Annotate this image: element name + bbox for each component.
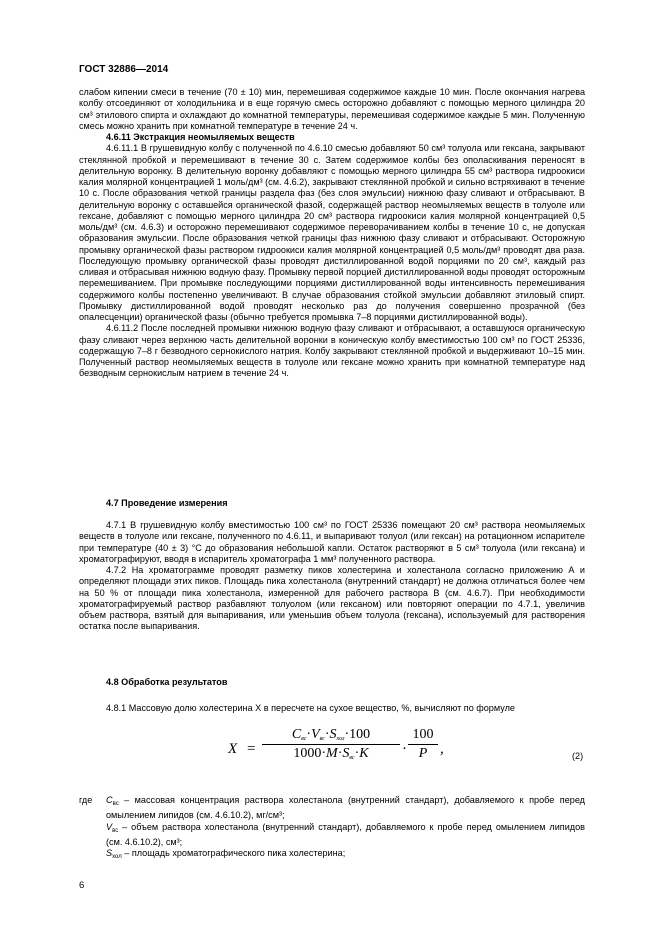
fraction-bar-2 [408,744,438,745]
formula-second-fraction [408,727,438,762]
paragraph-4-6-11-1: 4.6.11.1 В грушевидную колбу с полученной по 4.6.10 смесью добавляют 50 см³ толуола или гексана, закрывают стеклянной пробкой и перемешивают в течение 30 с. Затем содержимое колбы без ополаскивания переносят в делительную воронку. В делительную воронку добавляют с помощью мерного цилиндра 55 см³ раствора гидроокиси калия молярной концентрацией 1 моль/дм³ (см. 4.6.2), закрывают стеклянной пробкой и сильно встряхивают в течение 10 с. После образования четкой границы раздела фаз (без слоя эмульсии) нижнюю фазу сливают и отбрасывают. В делительную воронку с оставшейся органической фазой, содержащей раствор неомыляемых веществ в толуоле или гексане, добавляют с помощью мерного цилиндра 20 см³ раствора гидроокиси калия молярной концентрацией 0,5 моль/дм³ (см. 4.6.3) и осторожно перемешивают содержимое переворачиванием колбы в течение 10 с, не допуская образования эмульсии. После образования четкой границы фаз нижнюю фазу сливают и отбрасывают. Осторожную промывку органической фазы раствором гидроокиси калия молярной концентрацией 0,5 моль/дм³ проводят два раза. Последующую промывку органической фазы проводят дистиллированной водой порциями по 20 см³, каждый раз сливая и отбрасывая нижнюю водную фазу. Промывку первой порцией дистиллированной воды проводят осторожным перемешиванием. При промывке последующими порциями дистиллированной воды интенсивность перемешивания содержимого колбы постепенно увеличивают. В случае образования стойкой эмульсии добавляют этиловый спирт. Промывку дистиллированной водой проводят несколько раз до получения совершенно прозрачной (без опалесценции) органической фазы (обычно требуется промывка 7–8 порциями дистиллированной воды). [79,143,585,322]
definition-3: $S_{хол}$ – площадь хроматографического пика холестерина; [106,848,346,860]
body-text-block-2 [79,520,585,633]
page-number: 6 [79,880,85,891]
formula-mul: · [402,741,407,757]
section-4-7-title: 4.7 Проведение измерения [106,498,228,508]
section-4-8-title: 4.8 Обработка результатов [106,677,228,687]
paragraph-4-8-1: 4.8.1 Массовую долю холестерина X в пересчете на сухое вещество, %, вычисляют по формуле [106,703,515,713]
formula-numerator: $C_{вс}\cdot V_{вс}\cdot S_{хол}\cdot 100$ [291,727,371,742]
formula-main-fraction [262,727,400,762]
formula-2 [228,724,468,776]
document-header: ГОСТ 32886—2014 [79,64,169,75]
formula-equals: = [247,741,256,757]
formula-denominator: $1000\cdot M\cdot S_{вс}\cdot K$ [293,746,369,761]
definition-1: где $C_{вс}$ – массовая концентрация раствора холестанола (внутренний стандарт), добавляемого к пробе перед омылением липидов (см. 4.6.10.2), мг/см³; [79,795,585,821]
paragraph-4-7-2: 4.7.2 На хроматограмме проводят разметку пиков холестерина и холестанола согласно приложению А и определяют площади этих пиков. Площадь пика холестанола (внутренний стандарт) не должна отличаться более чем на 50 % от площади пика холестанола, измеренной для рабочего раствора В (см. 4.6.7). При необходимости хроматографируемый раствор разбавляют толуолом (или гексаном) или повторяют операции по 4.7.1, увеличив объем раствора, взятый для выпаривания, или уменьшив объем толуола (гексана), используемый для растворения остатка после выпаривания. [79,565,585,632]
equation-number: (2) [572,751,584,761]
section-4-6-11-title: 4.6.11 Экстракция неомыляемых веществ [106,132,295,142]
paragraph-intro: слабом кипении смеси в течение (70 ± 10) мин, перемешивая содержимое каждые 10 мин. После окончания нагрева колбу отсоединяют от холодильника и в еще горячую смесь осторожно добавляют с помощью мерного цилиндра 20 см³ этилового спирта и охлаждают до комнатной температуры, перемешивая содержимое каждые 5 мин. Полученную смесь можно хранить при комнатной температуре в течение 24 ч. [79,87,585,131]
formula-lhs: X [228,741,238,757]
formula-comma: , [440,741,444,757]
second-denominator: P [418,746,428,761]
second-numerator: 100 [412,727,434,742]
fraction-bar [262,744,400,745]
where-label: где [79,795,93,805]
paragraph-4-7-1: 4.7.1 В грушевидную колбу вместимостью 100 см³ по ГОСТ 25336 помещают 20 см³ раствора неомыляемых веществ в толуоле или гексане, полученного по 4.6.11, и выпаривают толуол (или гексан) на ротационном испарителе при температуре (40 ± 3) °С до образования небольшой капли. Остаток растворяют в 5 см³ толуола (или гексана) и хроматографируют, вводя в испаритель хроматографа 1 мм³ полученного раствора. [79,520,585,564]
definition-2: $V_{вс}$ – объем раствора холестанола (внутренний стандарт), добавляемого к пробе перед омылением липидов (см. 4.6.10.2), см³; [106,821,585,847]
definitions-block [79,795,585,863]
body-text-block-1 [79,87,585,380]
paragraph-4-6-11-2: 4.6.11.2 После последней промывки нижнюю водную фазу сливают и отбрасывают, а оставшуюся органическую фазу сливают через верхнюю часть делительной воронки в коническую колбу вместимостью 100 см³ по ГОСТ 25336, содержащую 7–8 г безводного сернокислого натрия. Колбу закрывают стеклянной пробкой и выдерживают 10–15 мин. Полученный раствор неомыляемых веществ в толуоле или гексане можно хранить при комнатной температуре над безводным сернокислым натрием в течение 24 ч. [79,323,585,379]
